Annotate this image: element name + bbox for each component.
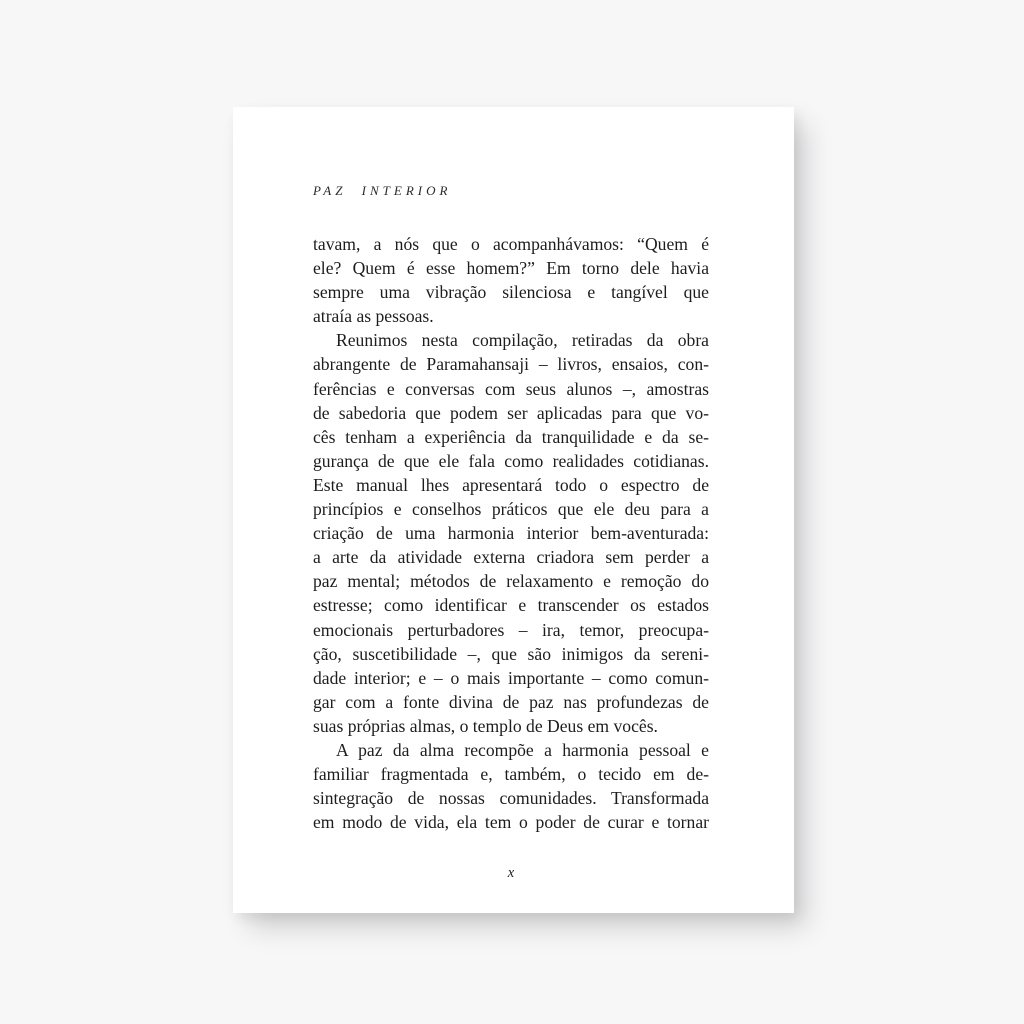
text-line: familiar fragmentada e, também, o tecido em de- (313, 764, 709, 785)
text-line: Reunimos nesta compilação, retiradas da obra (336, 330, 709, 351)
text-line: ção, suscetibilidade –, que são inimigos da sereni- (313, 643, 709, 664)
text-line: cês tenham a experiência da tranquilidade e da se- (313, 426, 709, 447)
text-line: emocionais perturbadores – ira, temor, preocupa- (313, 619, 709, 640)
text-line: suas próprias almas, o templo de Deus em vocês. (313, 715, 658, 736)
page-number: x (507, 865, 515, 881)
text-line: a arte da atividade externa criadora sem perder a (313, 547, 709, 568)
running-header: PAZ INTERIOR (313, 183, 452, 198)
text-line: em modo de vida, ela tem o poder de curar e tornar (313, 812, 709, 833)
text-line: princípios e conselhos práticos que ele deu para a (313, 499, 709, 520)
text-line: sintegração de nossas comunidades. Transformada (313, 788, 709, 809)
text-line: gurança de que ele fala como realidades cotidianas. (313, 450, 709, 471)
text-line: de sabedoria que podem ser aplicadas para que vo- (313, 402, 709, 423)
text-line: criação de uma harmonia interior bem-aventurada: (313, 523, 709, 544)
text-line: ele? Quem é esse homem?” Em torno dele havia (313, 258, 709, 279)
text-line: A paz da alma recompõe a harmonia pessoal e (336, 739, 709, 760)
text-line: ferências e conversas com seus alunos –, amostras (313, 378, 709, 399)
book-page (233, 107, 794, 913)
text-line: estresse; como identificar e transcender os estados (313, 595, 709, 616)
text-line: Este manual lhes apresentará todo o espectro de (313, 474, 709, 495)
text-line: sempre uma vibração silenciosa e tangível que (313, 282, 709, 303)
text-line: tavam, a nós que o acompanhávamos: “Quem é (313, 234, 709, 254)
text-line: gar com a fonte divina de paz nas profundezas de (313, 691, 709, 712)
text-line: paz mental; métodos de relaxamento e remoção do (313, 571, 709, 592)
text-line: abrangente de Paramahansaji – livros, ensaios, con- (313, 354, 709, 375)
text-line: dade interior; e – o mais importante – como comun- (313, 667, 709, 688)
body-text (313, 232, 709, 834)
text-line: atraía as pessoas. (313, 306, 434, 327)
